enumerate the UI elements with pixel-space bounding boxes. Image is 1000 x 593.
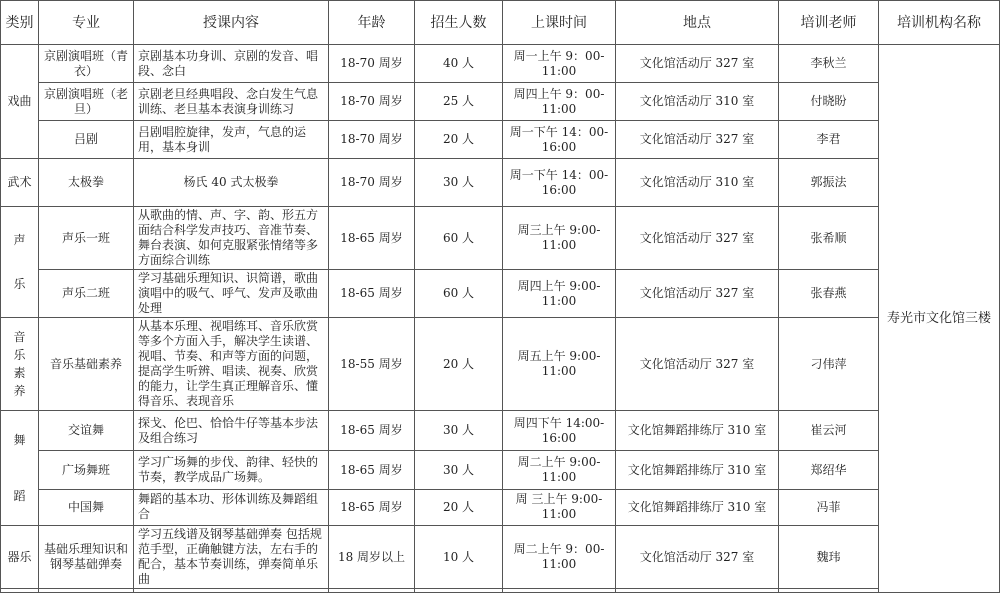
header-content: 授课内容 (134, 1, 329, 45)
teacher-cell: 张春燕 (779, 270, 879, 318)
age-cell: 18-70 周岁 (329, 159, 415, 207)
content-cell: 从歌曲的情、声、字、韵、形五方面结合科学发声技巧、音准节奏、舞台表演、如何克服紧张情绪等多方面综合训练 (134, 207, 329, 270)
teacher-cell: 魏玮 (779, 526, 879, 589)
header-count: 招生人数 (415, 1, 503, 45)
blank-cell (415, 589, 503, 593)
place-cell: 文化馆活动厅 327 室 (616, 207, 779, 270)
teacher-cell: 冯菲 (779, 489, 879, 525)
time-cell: 周五上午 9:00-11:00 (503, 318, 616, 411)
content-cell: 学习广场舞的步伐、韵律、轻快的节奏，教学成品广场舞。 (134, 451, 329, 489)
count-cell: 20 人 (415, 489, 503, 525)
major-cell: 声乐一班 (39, 207, 134, 270)
header-age: 年龄 (329, 1, 415, 45)
table-row-blank (1, 589, 1000, 593)
content-cell: 舞蹈的基本功、形体训练及舞蹈组合 (134, 489, 329, 525)
count-cell: 30 人 (415, 451, 503, 489)
category-cell: 武术 (1, 159, 39, 207)
count-cell: 30 人 (415, 159, 503, 207)
time-cell: 周二上午 9：00-11:00 (503, 526, 616, 589)
header-place: 地点 (616, 1, 779, 45)
major-cell: 中国舞 (39, 489, 134, 525)
age-cell: 18-65 周岁 (329, 270, 415, 318)
blank-cell (503, 589, 616, 593)
count-cell: 60 人 (415, 207, 503, 270)
time-cell: 周二上午 9:00-11:00 (503, 451, 616, 489)
place-cell: 文化馆舞蹈排练厅 310 室 (616, 411, 779, 451)
content-cell: 学习五线谱及钢琴基础弹奏 包括规范手型，正确触键方法，左右手的配合，基本节奏训练，弹奏简单乐曲 (134, 526, 329, 589)
count-cell: 60 人 (415, 270, 503, 318)
teacher-cell: 崔云河 (779, 411, 879, 451)
major-cell: 京剧演唱班（青衣） (39, 45, 134, 83)
category-cell (1, 411, 39, 526)
header-time: 上课时间 (503, 1, 616, 45)
major-cell: 太极拳 (39, 159, 134, 207)
count-cell: 40 人 (415, 45, 503, 83)
major-cell: 基础乐理知识和钢琴基础弹奏 (39, 526, 134, 589)
table-row (1, 318, 1000, 411)
age-cell: 18-70 周岁 (329, 45, 415, 83)
blank-cell (134, 589, 329, 593)
content-cell: 吕剧唱腔旋律，发声，气息的运用，基本身训 (134, 121, 329, 159)
place-cell: 文化馆活动厅 327 室 (616, 270, 779, 318)
teacher-cell: 郑绍华 (779, 451, 879, 489)
place-cell: 文化馆舞蹈排练厅 310 室 (616, 489, 779, 525)
table-row (1, 526, 1000, 589)
age-cell: 18-65 周岁 (329, 411, 415, 451)
category-label: 声乐 (13, 233, 26, 291)
time-cell: 周 三上午 9:00-11:00 (503, 489, 616, 525)
teacher-cell: 郭振法 (779, 159, 879, 207)
age-cell: 18-65 周岁 (329, 451, 415, 489)
table-row (1, 489, 1000, 525)
category-cell: 器乐 (1, 526, 39, 589)
blank-cell (329, 589, 415, 593)
time-cell: 周一上午 9：00-11:00 (503, 45, 616, 83)
table-row (1, 451, 1000, 489)
category-cell (1, 318, 39, 411)
place-cell: 文化馆活动厅 310 室 (616, 159, 779, 207)
org-cell: 寿光市文化馆三楼 (879, 45, 1000, 593)
age-cell: 18-65 周岁 (329, 207, 415, 270)
teacher-cell: 李秋兰 (779, 45, 879, 83)
header-org: 培训机构名称 (879, 1, 1000, 45)
blank-cell (616, 589, 779, 593)
table-row (1, 121, 1000, 159)
teacher-cell: 李君 (779, 121, 879, 159)
content-cell: 京剧老旦经典唱段、念白发生气息训练、老旦基本表演身训练习 (134, 83, 329, 121)
count-cell: 10 人 (415, 526, 503, 589)
major-cell: 京剧演唱班（老旦） (39, 83, 134, 121)
age-cell: 18-70 周岁 (329, 83, 415, 121)
count-cell: 30 人 (415, 411, 503, 451)
teacher-cell: 付晓盼 (779, 83, 879, 121)
time-cell: 周四下午 14:00-16:00 (503, 411, 616, 451)
teacher-cell: 刁伟萍 (779, 318, 879, 411)
age-cell: 18-65 周岁 (329, 489, 415, 525)
content-cell: 探戈、伦巴、恰恰牛仔等基本步法及组合练习 (134, 411, 329, 451)
count-cell: 25 人 (415, 83, 503, 121)
content-cell: 京剧基本功身训、京剧的发音、唱段、念白 (134, 45, 329, 83)
major-cell: 吕剧 (39, 121, 134, 159)
blank-cell (1, 589, 39, 593)
teacher-cell: 张希顺 (779, 207, 879, 270)
time-cell: 周三上午 9:00-11:00 (503, 207, 616, 270)
place-cell: 文化馆活动厅 327 室 (616, 318, 779, 411)
major-cell: 声乐二班 (39, 270, 134, 318)
time-cell: 周一下午 14：00-16:00 (503, 121, 616, 159)
content-cell: 从基本乐理、视唱练耳、音乐欣赏等多个方面入手，解决学生读谱、视唱、节奏、和声等方面的问题，提高学生听辨、唱读、视奏、欣赏的能力，让学生真正理解音乐、懂得音乐、表现音乐 (134, 318, 329, 411)
table-row (1, 207, 1000, 270)
time-cell: 周四上午 9：00-11:00 (503, 83, 616, 121)
table-row (1, 83, 1000, 121)
count-cell: 20 人 (415, 121, 503, 159)
category-label: 舞蹈 (13, 433, 26, 503)
header-row (1, 1, 1000, 45)
time-cell: 周一下午 14：00-16:00 (503, 159, 616, 207)
category-cell: 戏曲 (1, 45, 39, 159)
header-teacher: 培训老师 (779, 1, 879, 45)
age-cell: 18-70 周岁 (329, 121, 415, 159)
place-cell: 文化馆活动厅 310 室 (616, 83, 779, 121)
place-cell: 文化馆舞蹈排练厅 310 室 (616, 451, 779, 489)
table-row (1, 45, 1000, 83)
time-cell: 周四上午 9:00-11:00 (503, 270, 616, 318)
table-row (1, 411, 1000, 451)
content-cell: 学习基础乐理知识、识简谱，歌曲演唱中的吸气、呼气、发声及歌曲处理 (134, 270, 329, 318)
major-cell: 广场舞班 (39, 451, 134, 489)
blank-cell (779, 589, 879, 593)
age-cell: 18-55 周岁 (329, 318, 415, 411)
content-cell: 杨氏 40 式太极拳 (134, 159, 329, 207)
major-cell: 音乐基础素养 (39, 318, 134, 411)
age-cell: 18 周岁以上 (329, 526, 415, 589)
major-cell: 交谊舞 (39, 411, 134, 451)
table-row (1, 159, 1000, 207)
header-category: 类别 (1, 1, 39, 45)
place-cell: 文化馆活动厅 327 室 (616, 526, 779, 589)
header-major: 专业 (39, 1, 134, 45)
place-cell: 文化馆活动厅 327 室 (616, 45, 779, 83)
category-label: 音乐素养 (13, 329, 26, 398)
count-cell: 20 人 (415, 318, 503, 411)
place-cell: 文化馆活动厅 327 室 (616, 121, 779, 159)
blank-cell (39, 589, 134, 593)
category-cell (1, 207, 39, 318)
table-row (1, 270, 1000, 318)
